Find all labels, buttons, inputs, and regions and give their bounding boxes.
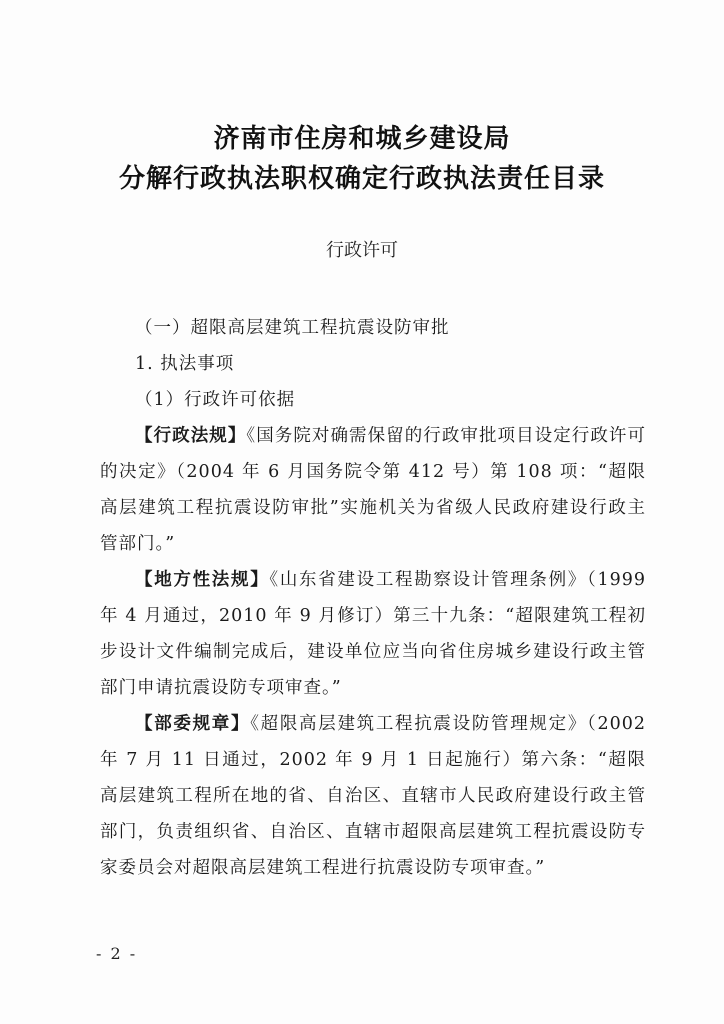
clause-administrative-regulation (100, 418, 646, 562)
page-number: - 2 - (96, 944, 138, 963)
clause-local-regulation (100, 562, 646, 706)
clause-tag: 【部委规章】 (135, 714, 251, 734)
document-title-line-2: 分解行政执法职权确定行政执法责任目录 (118, 164, 605, 194)
clause-text: 《超限高层建筑工程抗震设防管理规定》（2002 年 7 月 11 日通过，2002 年 9 月 1 日起施行）第六条：“超限高层建筑工程所在地的省、自治区、直辖市人民政府建设行政主管部门，负责组织省、自治区、直辖市超限高层建筑工程抗震设防专家委员会对超限高层建筑工程进行抗震设防专项审查。” (100, 714, 647, 878)
clause-text: 《国务院对确需保留的行政审批项目设定行政许可的决定》（2004 年 6 月国务院令第 412 号）第 108 项：“超限高层建筑工程抗震设防审批”实施机关为省级人民政府建设行政主管部门。” (100, 426, 647, 554)
item-heading: 1. 执法事项 (135, 354, 235, 374)
document-body (100, 310, 646, 886)
section-heading: （一）超限高层建筑工程抗震设防审批 (135, 318, 450, 338)
clause-ministerial-rule (100, 706, 646, 886)
clause-text: 《山东省建设工程勘察设计管理条例》（1999 年 4 月通过，2010 年 9 月修订）第三十九条：“超限建筑工程初步设计文件编制完成后，建设单位应当向省住房城乡建设行政主管部门申请抗震设防专项审查。” (100, 570, 646, 698)
clause-tag: 【行政法规】 (135, 426, 247, 446)
sub-item-heading: （1）行政许可依据 (135, 390, 296, 410)
clause-tag: 【地方性法规】 (135, 570, 270, 590)
document-title-line-1: 济南市住房和城乡建设局 (213, 124, 511, 154)
document-subtitle: 行政许可 (326, 240, 398, 261)
